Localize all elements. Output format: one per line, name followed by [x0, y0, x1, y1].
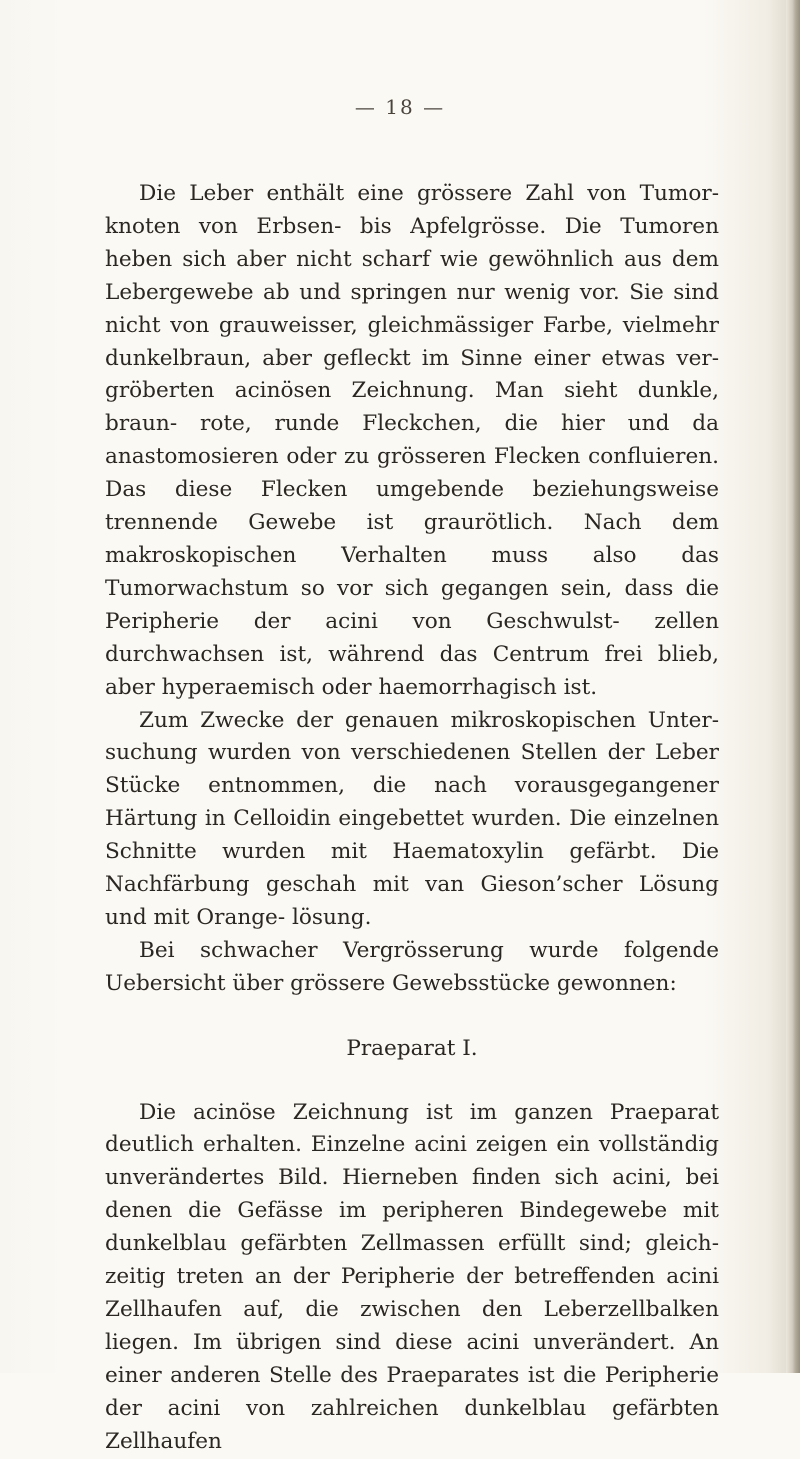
paragraph-microscopic-method: Zum Zwecke der genauen mikroskopischen Unter- suchung wurden von verschiedenen Stellen der Leber Stücke entnommen, die nach vorausgegangener Härtung in Celloidin eingebettet wurden. Die einzelnen Schnitte wurden mit Haematoxylin gefärbt. Die Nachfärbung geschah mit van Gieson’scher Lösung und mit Orange- lösung. [105, 707, 719, 930]
paragraph-tumor-description: Die Leber enthält eine grössere Zahl von Tumor- knoten von Erbsen- bis Apfelgrösse. Die Tumoren heben sich aber nicht scharf wie gewöhnlich aus dem Lebergewebe ab und springen nur wenig vor. Sie sind nicht von grauweisser, gleichmässiger Farbe, vielmehr dunkelbraun, aber gefleckt im Sinne einer etwas ver- gröberten acinösen Zeichnung. Man sieht dunkle, braun- rote, runde Fleckchen, die hier und da anastomosieren oder zu grösseren Flecken confluieren. Das diese Flecken umgebende beziehungsweise trennende Gewebe ist graurötlich. Nach dem makroskopischen Verhalten muss also das Tumorwachstum so vor sich gegangen sein, dass die Peripherie der acini von Geschwulst- zellen durchwachsen ist, während das Centrum frei blieb, aber hyperaemisch oder haemorrhagisch ist. [105, 181, 719, 700]
book-spine-shadow [786, 0, 800, 1373]
paragraph-praeparat-one: Die acinöse Zeichnung ist im ganzen Praeparat deutlich erhalten. Einzelne acini zeigen ein vollständig unverändertes Bild. Hierneben finden sich acini, bei denen die Gefässe im peripheren Bindegewebe mit dunkelblau gefärbten Zellmassen erfüllt sind; gleich- zeitig treten an der Peripherie der betreffenden acini Zellhaufen auf, die zwischen den Leberzellbalken liegen. Im übrigen sind diese acini unverändert. An einer anderen Stelle des Praeparates ist die Peripherie der acini von zahlreichen dunkelblau gefärbten Zellhaufen [105, 1099, 719, 1454]
paragraph-overview-intro: Bei schwacher Vergrösserung wurde folgende Uebersicht über grössere Gewebsstücke gewonnen: [105, 937, 719, 996]
section-heading: Praeparat I. [346, 1035, 478, 1061]
page-number: — 18 — [354, 95, 446, 119]
body-text [105, 178, 719, 1459]
